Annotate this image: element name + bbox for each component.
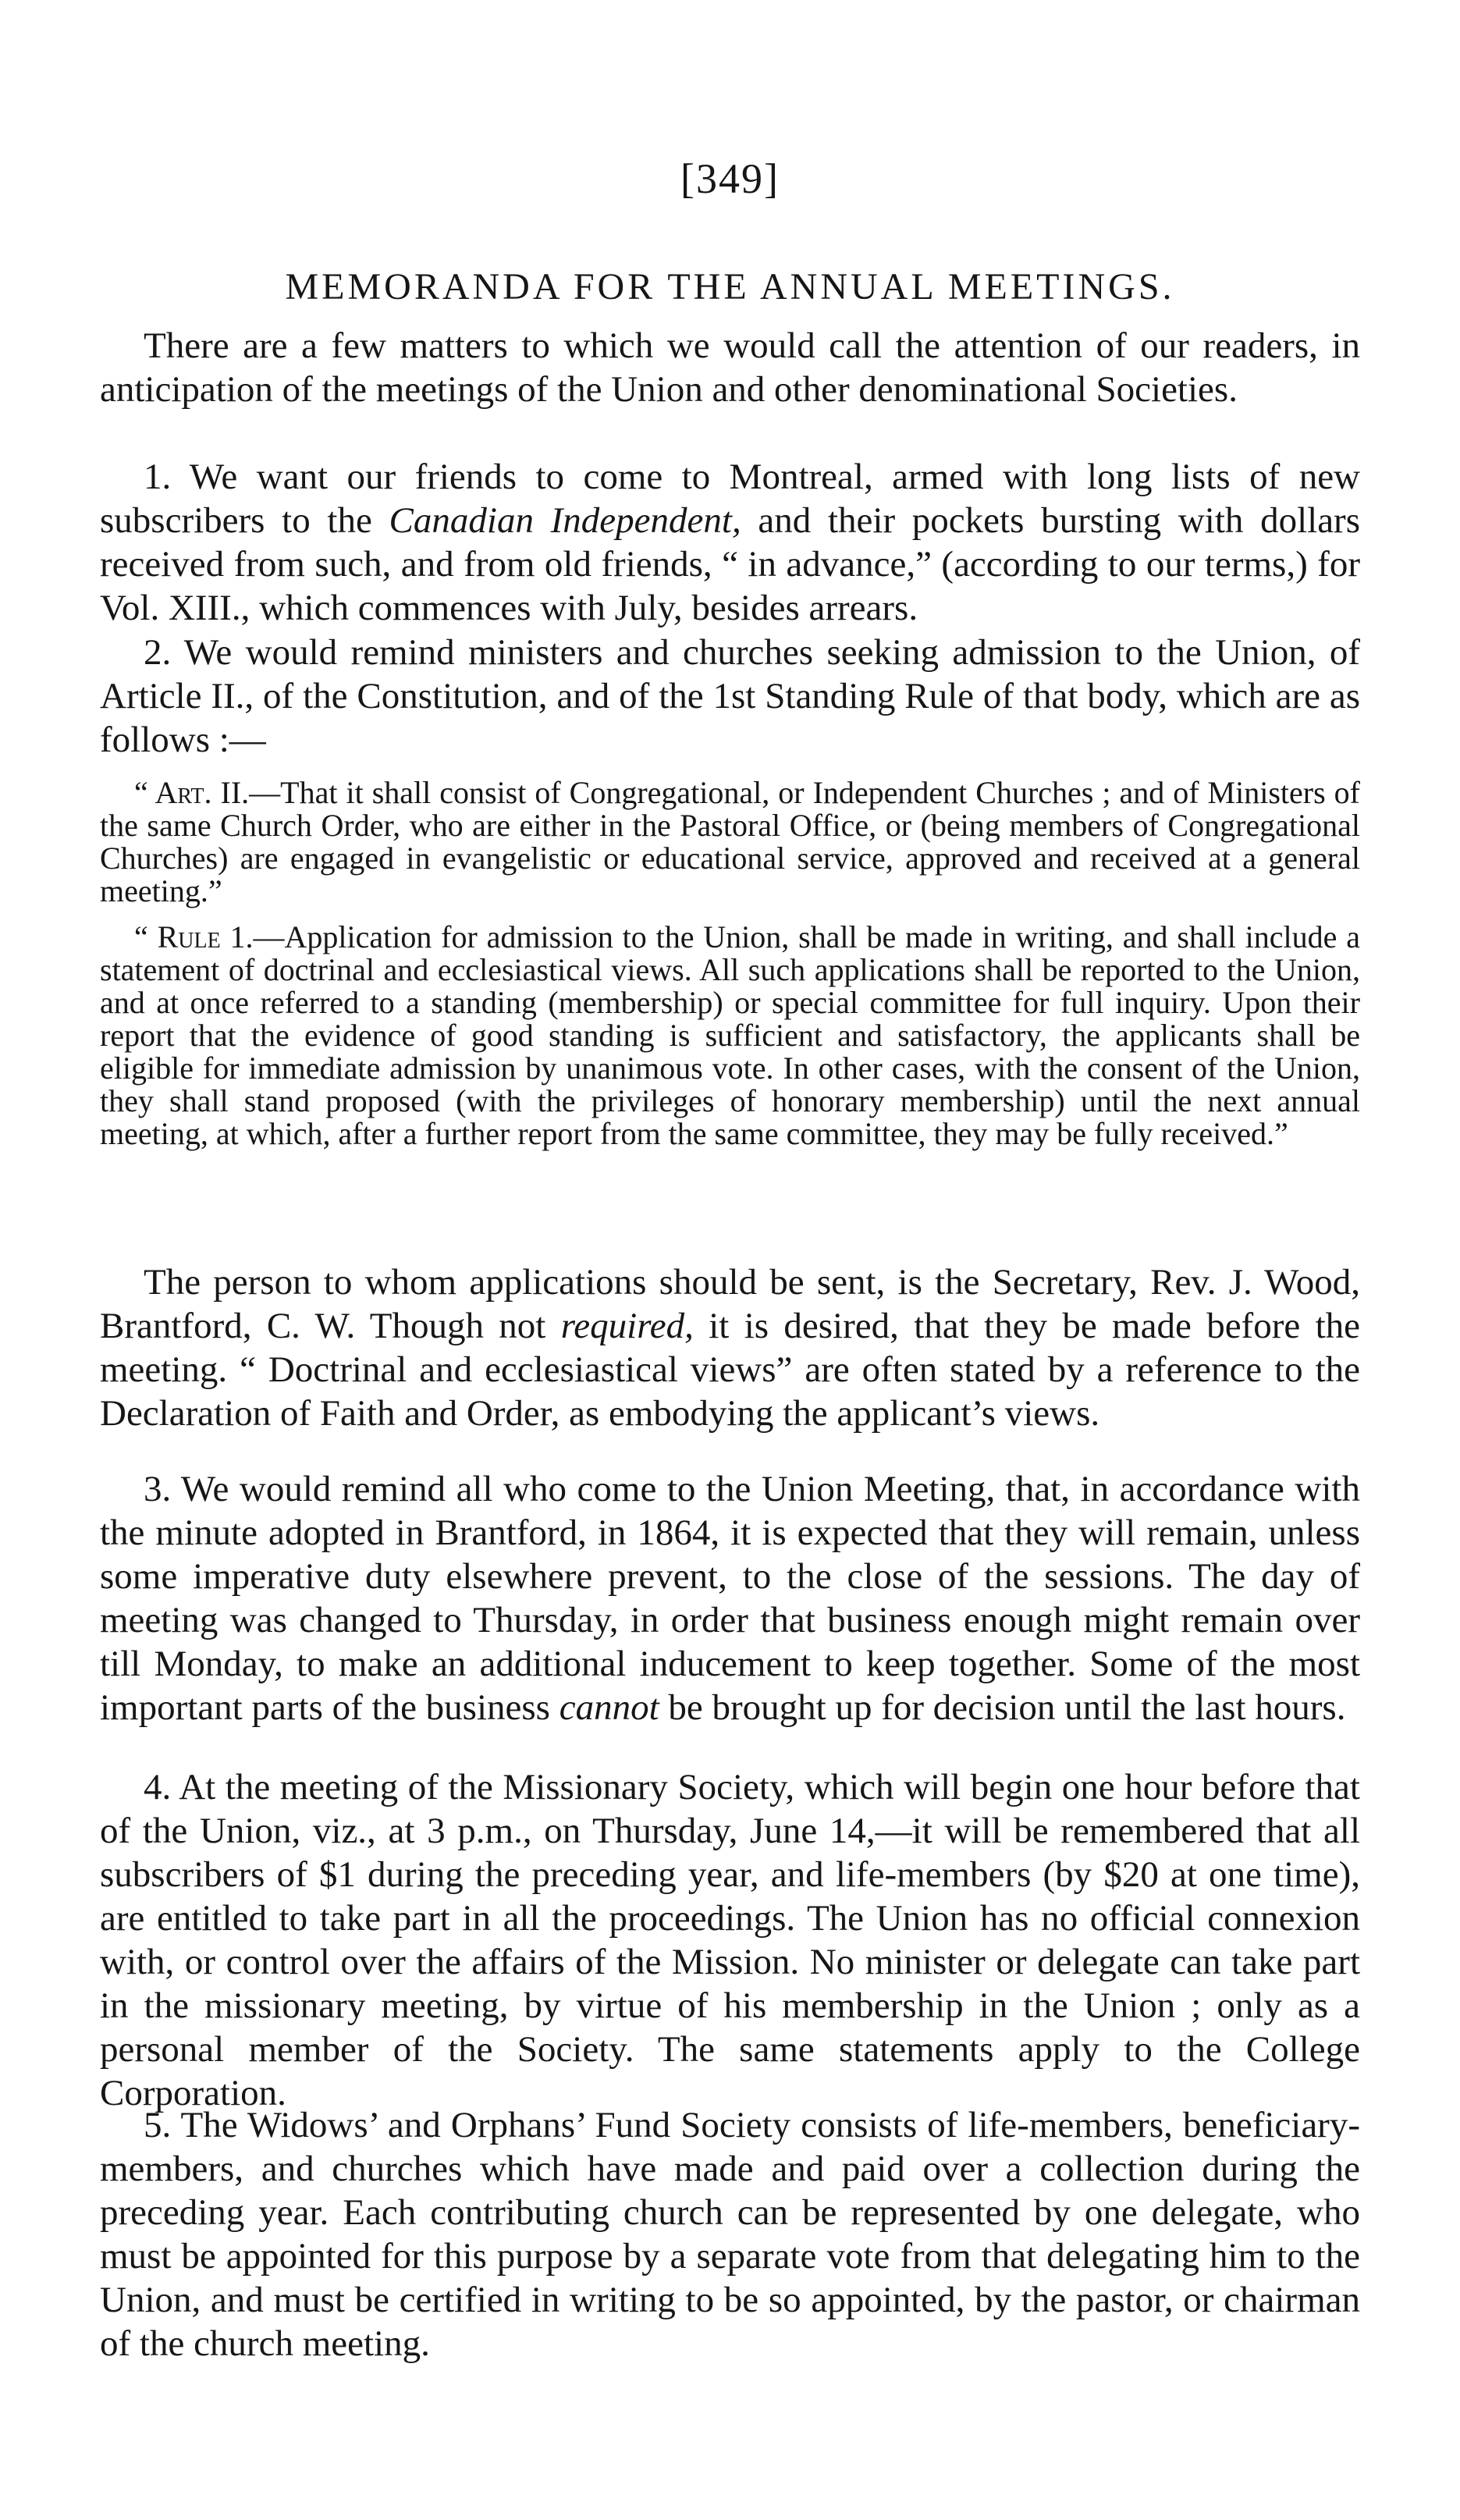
item-1-italic: Canadian Independent,	[389, 500, 741, 541]
quote-rule-text: —Application for admission to the Union, shall be made in writing, and shall include a statement of doctrinal and ecclesiastical views. All such applications shall be reported to the Union, and at once referred to a standing (membership) or special committee for full inquiry. Upon their report that the evidence of good standing is sufficient and satisfactory, the applicants shall be eligible for immediate admission by unanimous vote. In other cases, with the consent of the Union, they shall stand proposed (with the privileges of honorary membership) until the next annual meeting, at which, after a further report from the same committee, they may be fully received.”	[100, 919, 1360, 1151]
page-number: [349]	[680, 155, 780, 202]
quote-article-ii	[100, 777, 1360, 908]
item-3-text-before: We would remind all who come to the Union Meeting, that, in accordance with the minute adopted in Brantford, in 1864, it is expected that they will remain, unless some imperative duty elsewhere prevent, to the close of the sessions. The day of meeting was changed to Thursday, in order that business enough might remain over till Monday, to make an additional inducement to keep together. Some of the most important parts of the business	[100, 1469, 1360, 1728]
quote-article-text: —That it shall consist of Congregational, or Independent Churches ; and of Ministers of the same Church Order, who are either in the Pastoral Office, or (being members of Congregational Churches) are engaged in evangelistic or educational service, approved and received at a general meeting.”	[100, 775, 1360, 908]
item-4-number: 4.	[144, 1767, 172, 1807]
person-text-after: it is desired, that they be made before the meeting. “ Doctrinal and ecclesiastical views” are often stated by a reference to the Declaration of Faith and Order, as embodying the applicant’s views.	[100, 1306, 1361, 1434]
item-2-number: 2.	[144, 632, 172, 673]
item-5-paragraph	[100, 2103, 1360, 2365]
page-title: MEMORANDA FOR THE ANNUAL MEETINGS.	[285, 266, 1175, 307]
item-1-paragraph	[100, 455, 1360, 630]
item-1-number: 1.	[144, 457, 172, 497]
intro-text: There are a few matters to which we would call the attention of our readers, in anticipation of the meetings of the Union and other denominational Societies.	[100, 325, 1360, 410]
quote-rule-label: “ Rule 1.	[134, 919, 254, 954]
item-5-text: The Widows’ and Orphans’ Fund Society consists of life-members, beneficiary-members, and churches which have made and paid over a collection during the preceding year. Each contributing church can be represented by one delegate, who must be appointed for this purpose by a separate vote from that delegating him to the Union, and must be certified in writing to be so appointed, by the pastor, or chairman of the church meeting.	[100, 2105, 1360, 2364]
person-paragraph	[100, 1260, 1360, 1435]
intro-paragraph	[100, 324, 1360, 411]
person-text-before: The person to whom applications should be sent, is the Secretary, Rev. J. Wood, Brantford, C. W. Though not	[100, 1262, 1360, 1346]
item-2-paragraph	[100, 631, 1360, 762]
item-3-paragraph	[100, 1467, 1360, 1729]
item-3-number: 3.	[144, 1469, 172, 1509]
person-italic: required,	[560, 1306, 694, 1346]
item-4-paragraph	[100, 1765, 1360, 2115]
item-3-text-after: be brought up for decision until the last hours.	[668, 1687, 1346, 1728]
item-1-text-after: and their pockets bursting with dollars received from such, and from old friends, “ in advance,” (according to our terms,) for Vol. XIII., which commences with July, besides arrears.	[100, 500, 1361, 628]
item-3-italic: cannot	[559, 1687, 659, 1728]
quote-rule-1	[100, 921, 1360, 1150]
quote-article-label: “ Art. II.	[134, 775, 250, 810]
item-5-number: 5.	[144, 2105, 172, 2145]
item-1-text-before: We want our friends to come to Montreal, armed with long lists of new subscribers to the	[100, 457, 1360, 541]
item-2-text: We would remind ministers and churches seeking admission to the Union, of Article II., of the Constitution, and of the 1st Standing Rule of that body, which are as follows :—	[100, 632, 1360, 760]
item-4-text: At the meeting of the Missionary Society, which will begin one hour before that of the Union, viz., at 3 p.m., on Thursday, June 14,—it will be remembered that all subscribers of $1 during the preceding year, and life-members (by $20 at one time), are entitled to take part in all the proceedings. The Union has no official connexion with, or control over the affairs of the Mission. No minister or delegate can take part in the missionary meeting, by virtue of his membership in the Union ; only as a personal member of the Society. The same statements apply to the College Corporation.	[100, 1767, 1360, 2113]
